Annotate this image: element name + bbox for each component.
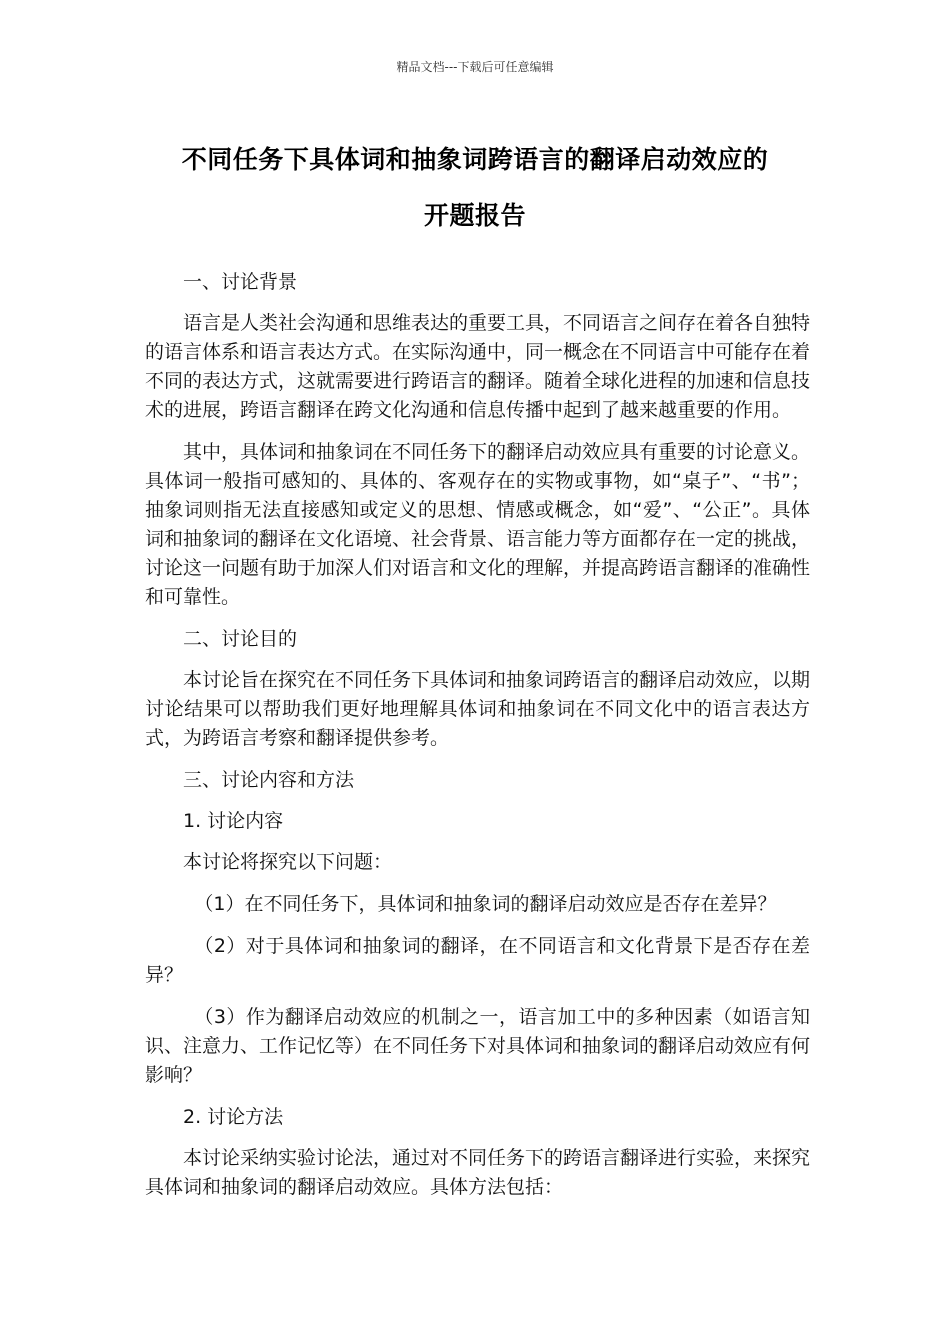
document-title-line-1: 不同任务下具体词和抽象词跨语言的翻译启动效应的 — [181, 145, 769, 174]
subsection-heading-methods: 2. 讨论方法 — [183, 1106, 284, 1128]
paragraph: 语言是人类社会沟通和思维表达的重要工具，不同语言之间存在着各自独特的语言体系和语言表达方式。在实际沟通中，同一概念在不同语言中可能存在着不同的表达方式，这就需要进行跨语言的翻译。随着全球化进程的加速和信息技术的进展，跨语言翻译在跨文化沟通和信息传播中起到了越来越重要的作用。 — [145, 312, 811, 421]
research-question-3: （3）作为翻译启动效应的机制之一，语言加工中的多种因素（如语言知识、注意力、工作记忆等）在不同任务下对具体词和抽象词的翻译启动效应有何影响？ — [145, 1006, 811, 1086]
document-body — [145, 268, 810, 1215]
research-question-2: （2）对于具体词和抽象词的翻译，在不同语言和文化背景下是否存在差异？ — [145, 935, 810, 986]
paragraph: 本讨论采纳实验讨论法，通过对不同任务下的跨语言翻译进行实验，来探究具体词和抽象词的翻译启动效应。具体方法包括： — [145, 1147, 811, 1198]
subsection-heading-content: 1. 讨论内容 — [183, 810, 284, 832]
paragraph: 其中，具体词和抽象词在不同任务下的翻译启动效应具有重要的讨论意义。具体词一般指可感知的、具体的、客观存在的实物或事物，如“桌子”、“书”；抽象词则指无法直接感知或定义的思想、情感或概念，如“爱”、“公正”。具体词和抽象词的翻译在文化语境、社会背景、语言能力等方面都存在一定的挑战，讨论这一问题有助于加深人们对语言和文化的理解，并提高跨语言翻译的准确性和可靠性。 — [145, 441, 811, 608]
section-heading-background: 一、讨论背景 — [183, 271, 298, 293]
document-title-line-2: 开题报告 — [423, 201, 526, 230]
paragraph: 本讨论旨在探究在不同任务下具体词和抽象词跨语言的翻译启动效应，以期讨论结果可以帮助我们更好地理解具体词和抽象词在不同文化中的语言表达方式，为跨语言考察和翻译提供参考。 — [145, 669, 811, 749]
page-header-note: 精品文档---下载后可任意编辑 — [396, 60, 554, 74]
research-question-1: （1）在不同任务下，具体词和抽象词的翻译启动效应是否存在差异？ — [194, 893, 777, 915]
paragraph: 本讨论将探究以下问题： — [183, 851, 393, 873]
section-heading-content-methods: 三、讨论内容和方法 — [183, 769, 355, 791]
section-heading-purpose: 二、讨论目的 — [183, 628, 298, 650]
